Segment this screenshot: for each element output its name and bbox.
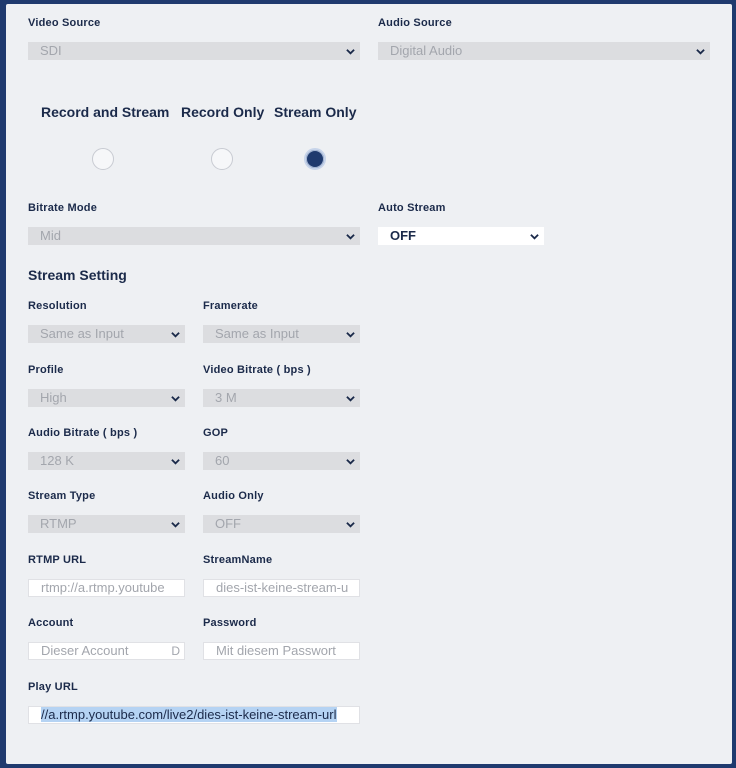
auto-stream-value: OFF	[390, 228, 416, 243]
stream-type-select[interactable]	[28, 515, 185, 533]
password-input[interactable]	[203, 642, 360, 660]
video-bitrate-select[interactable]	[203, 389, 360, 407]
resolution-select[interactable]	[28, 325, 185, 343]
account-label: Account	[28, 617, 74, 629]
video-source-label: Video Source	[28, 17, 101, 29]
chevron-down-icon	[171, 457, 180, 466]
chevron-down-icon	[530, 232, 539, 241]
video-source-value: SDI	[40, 43, 62, 58]
radio-record-and-stream[interactable]	[92, 148, 114, 170]
stream-settings-panel	[6, 4, 732, 764]
chevron-down-icon	[346, 457, 355, 466]
mode-stream-only-label: Stream Only	[274, 104, 357, 120]
radio-record-only[interactable]	[211, 148, 233, 170]
rtmp-url-placeholder: rtmp://a.rtmp.youtube	[41, 580, 165, 595]
framerate-label: Framerate	[203, 300, 258, 312]
account-placeholder: Dieser Account	[41, 643, 129, 658]
audio-only-select[interactable]	[203, 515, 360, 533]
password-label: Password	[203, 617, 257, 629]
bitrate-mode-select[interactable]	[28, 227, 360, 245]
profile-label: Profile	[28, 364, 64, 376]
play-url-selected-text: //a.rtmp.youtube.com/live2/dies-ist-keine-stream-url	[41, 707, 337, 722]
password-placeholder: Mit diesem Passwort	[216, 643, 336, 658]
account-input[interactable]	[28, 642, 185, 660]
chevron-down-icon	[346, 232, 355, 241]
play-url-input[interactable]	[28, 706, 360, 724]
stream-name-placeholder: dies-ist-keine-stream-u	[216, 580, 349, 595]
profile-value: High	[40, 390, 67, 405]
radio-stream-only[interactable]	[304, 148, 326, 170]
audio-only-label: Audio Only	[203, 490, 264, 502]
video-bitrate-value: 3 M	[215, 390, 237, 405]
chevron-down-icon	[171, 394, 180, 403]
audio-only-value: OFF	[215, 516, 241, 531]
stream-name-input[interactable]	[203, 579, 360, 597]
framerate-select[interactable]	[203, 325, 360, 343]
chevron-down-icon	[346, 330, 355, 339]
chevron-down-icon	[171, 330, 180, 339]
auto-stream-select[interactable]	[378, 227, 544, 245]
gop-value: 60	[215, 453, 230, 468]
mode-record-only-label: Record Only	[181, 104, 265, 120]
chevron-down-icon	[171, 520, 180, 529]
rtmp-url-input[interactable]	[28, 579, 185, 597]
resolution-label: Resolution	[28, 300, 87, 312]
stream-name-label: StreamName	[203, 554, 273, 566]
play-url-label: Play URL	[28, 681, 78, 693]
audio-source-label: Audio Source	[378, 17, 452, 29]
gop-label: GOP	[203, 427, 229, 439]
rtmp-url-label: RTMP URL	[28, 554, 87, 566]
bitrate-mode-label: Bitrate Mode	[28, 202, 98, 214]
account-overflow-text: D	[171, 644, 180, 658]
mode-record-and-stream-label: Record and Stream	[41, 104, 170, 120]
video-bitrate-label: Video Bitrate ( bps )	[203, 364, 311, 376]
gop-select[interactable]	[203, 452, 360, 470]
bitrate-mode-value: Mid	[40, 228, 61, 243]
audio-bitrate-value: 128 K	[40, 453, 74, 468]
video-source-select[interactable]	[28, 42, 360, 60]
auto-stream-label: Auto Stream	[378, 202, 446, 214]
profile-select[interactable]	[28, 389, 185, 407]
audio-source-select[interactable]	[378, 42, 710, 60]
audio-source-value: Digital Audio	[390, 43, 463, 58]
stream-setting-title: Stream Setting	[28, 267, 127, 283]
stream-type-label: Stream Type	[28, 490, 96, 502]
audio-bitrate-select[interactable]	[28, 452, 185, 470]
chevron-down-icon	[696, 47, 705, 56]
chevron-down-icon	[346, 394, 355, 403]
resolution-value: Same as Input	[40, 326, 124, 341]
framerate-value: Same as Input	[215, 326, 299, 341]
chevron-down-icon	[346, 520, 355, 529]
stream-type-value: RTMP	[40, 516, 77, 531]
audio-bitrate-label: Audio Bitrate ( bps )	[28, 427, 138, 439]
chevron-down-icon	[346, 47, 355, 56]
